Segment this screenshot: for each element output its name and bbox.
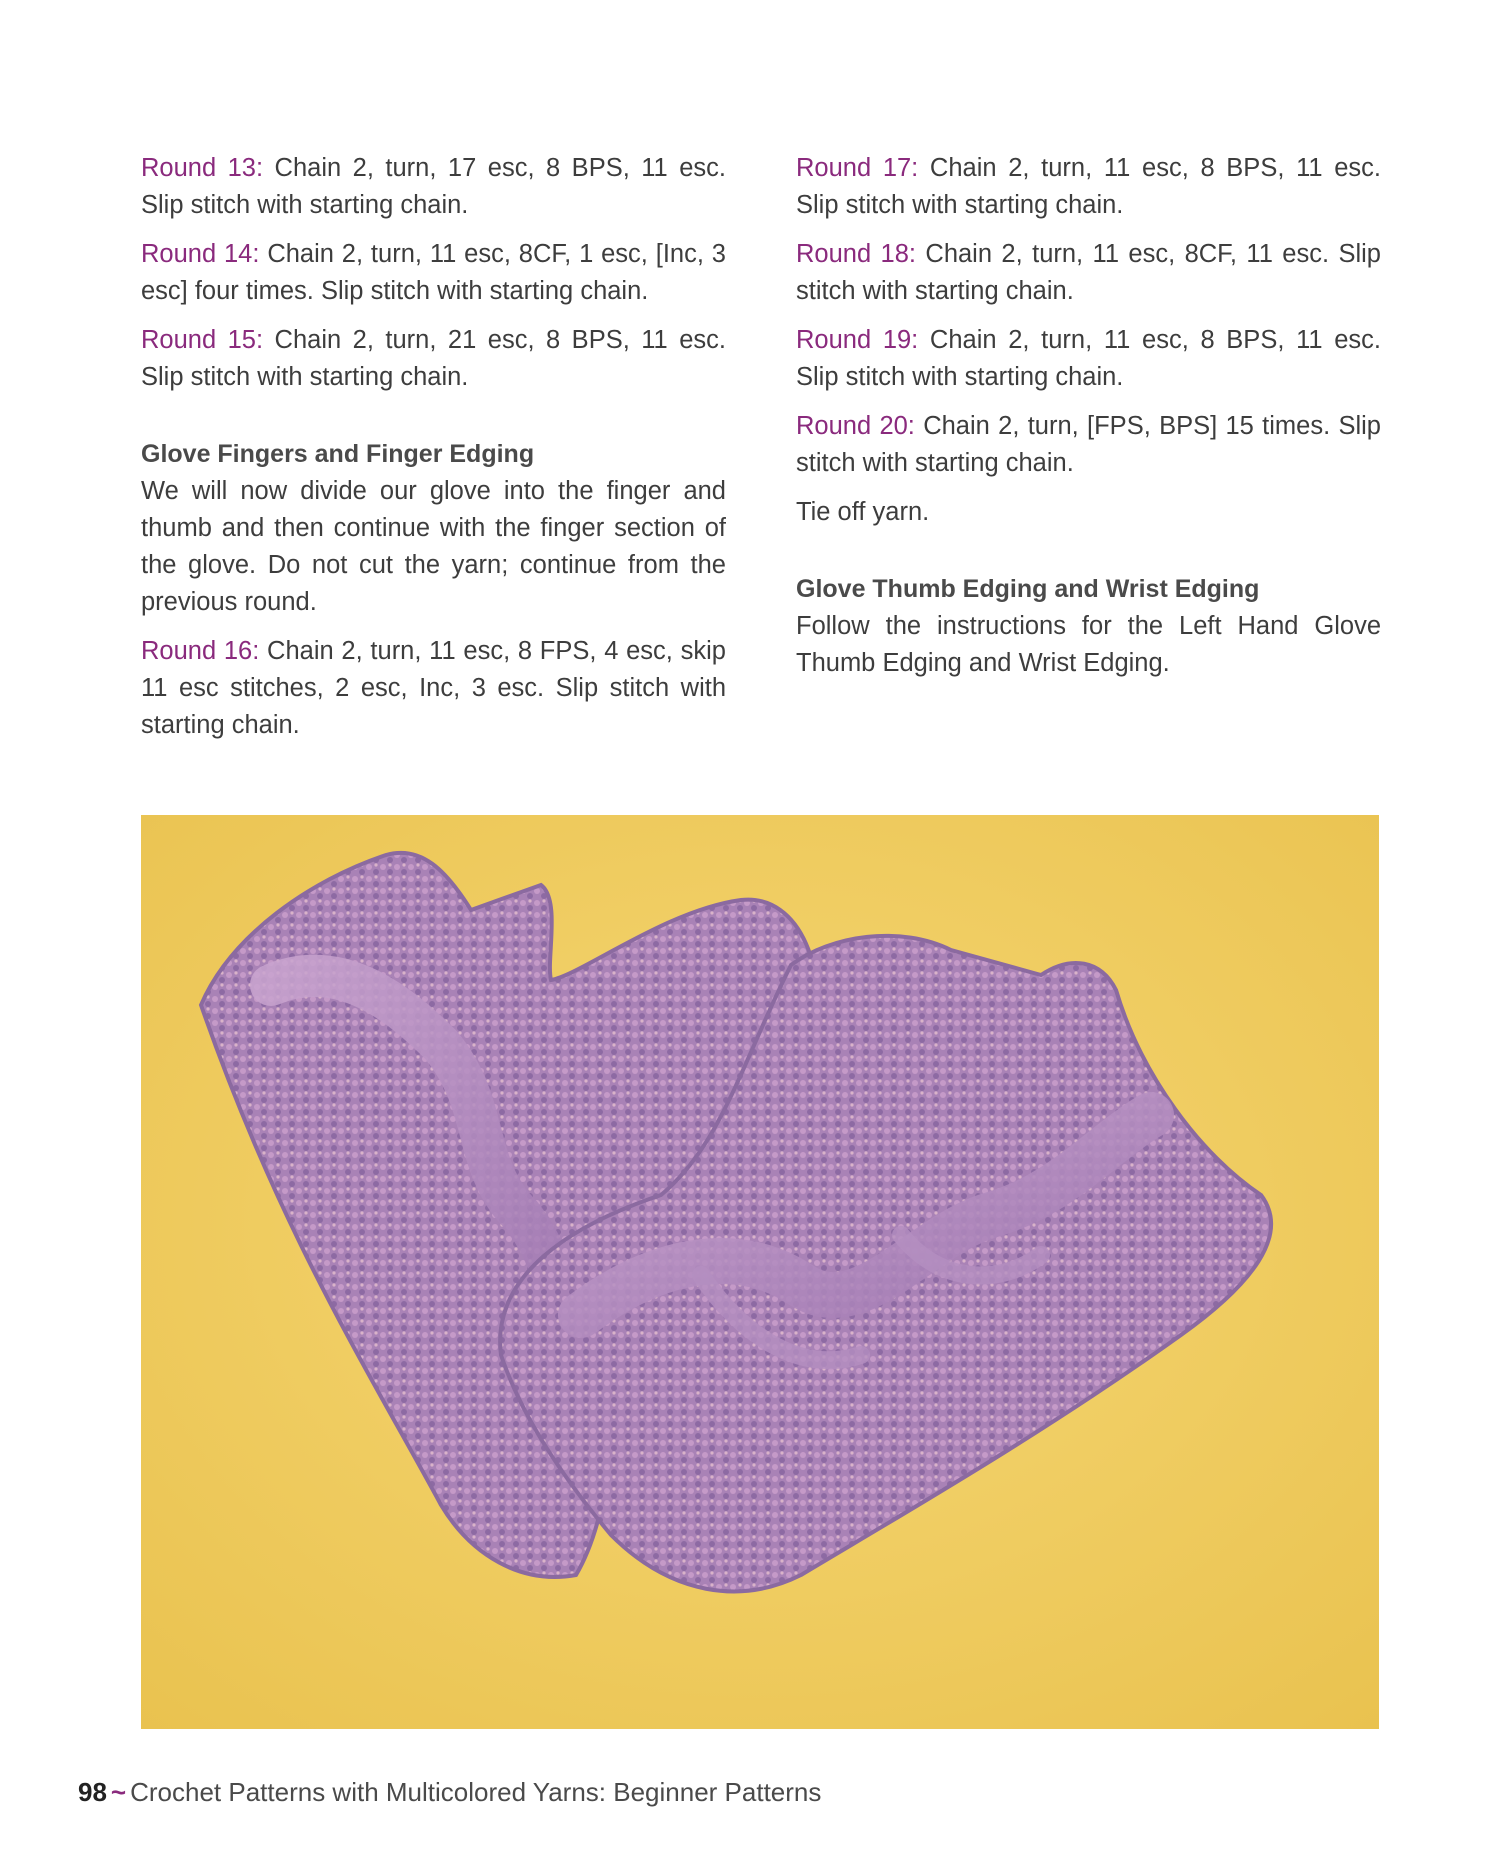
round-15 [141, 322, 726, 396]
page-footer [78, 1774, 821, 1810]
round-19 [796, 322, 1381, 396]
round-13-text: Chain 2, turn, 17 esc, 8 BPS, 11 esc. Slip stitch with starting chain. [141, 154, 726, 219]
footer-title: Crochet Patterns with Multicolored Yarns: Beginner Patterns [130, 1777, 822, 1807]
round-19-text: Chain 2, turn, 11 esc, 8 BPS, 11 esc. Slip stitch with starting chain. [796, 326, 1381, 391]
gloves-photo-illustration [141, 815, 1379, 1729]
footer-separator: ~ [110, 1777, 127, 1807]
round-13-label: Round 13: [141, 154, 264, 182]
round-14-label: Round 14: [141, 240, 260, 268]
round-20-label: Round 20: [796, 412, 915, 440]
thumb-wrist-body: Follow the instructions for the Left Hand Glove Thumb Edging and Wrist Edging. [796, 612, 1381, 677]
round-15-text: Chain 2, turn, 21 esc, 8 BPS, 11 esc. Slip stitch with starting chain. [141, 326, 726, 391]
glove-fingers-intro: We will now divide our glove into the finger and thumb and then continue with the finger section of the glove. Do not cut the yarn; continue from the previous round. [141, 477, 726, 616]
round-14 [141, 236, 726, 310]
round-17 [796, 150, 1381, 224]
round-18-text: Chain 2, turn, 11 esc, 8CF, 11 esc. Slip stitch with starting chain. [796, 240, 1381, 305]
right-column [796, 150, 1381, 694]
round-17-label: Round 17: [796, 154, 919, 182]
round-14-text: Chain 2, turn, 11 esc, 8CF, 1 esc, [Inc, 3 esc] four times. Slip stitch with starting chain. [141, 240, 726, 305]
thumb-wrist-heading: Glove Thumb Edging and Wrist Edging [796, 575, 1260, 603]
round-15-label: Round 15: [141, 326, 264, 354]
glove-fingers-heading: Glove Fingers and Finger Edging [141, 440, 535, 468]
round-13 [141, 150, 726, 224]
round-18 [796, 236, 1381, 310]
round-17-text: Chain 2, turn, 11 esc, 8 BPS, 11 esc. Slip stitch with starting chain. [796, 154, 1381, 219]
round-16-label: Round 16: [141, 637, 260, 665]
tie-off-note: Tie off yarn. [796, 498, 930, 526]
gloves-photo [141, 815, 1379, 1729]
round-20 [796, 408, 1381, 482]
round-16 [141, 633, 726, 744]
round-18-label: Round 18: [796, 240, 916, 268]
round-16-text: Chain 2, turn, 11 esc, 8 FPS, 4 esc, skip 11 esc stitches, 2 esc, Inc, 3 esc. Slip stitch with starting chain. [141, 637, 726, 739]
round-20-text: Chain 2, turn, [FPS, BPS] 15 times. Slip stitch with starting chain. [796, 412, 1381, 477]
page-number: 98 [78, 1777, 107, 1807]
round-19-label: Round 19: [796, 326, 919, 354]
left-column [141, 150, 726, 756]
